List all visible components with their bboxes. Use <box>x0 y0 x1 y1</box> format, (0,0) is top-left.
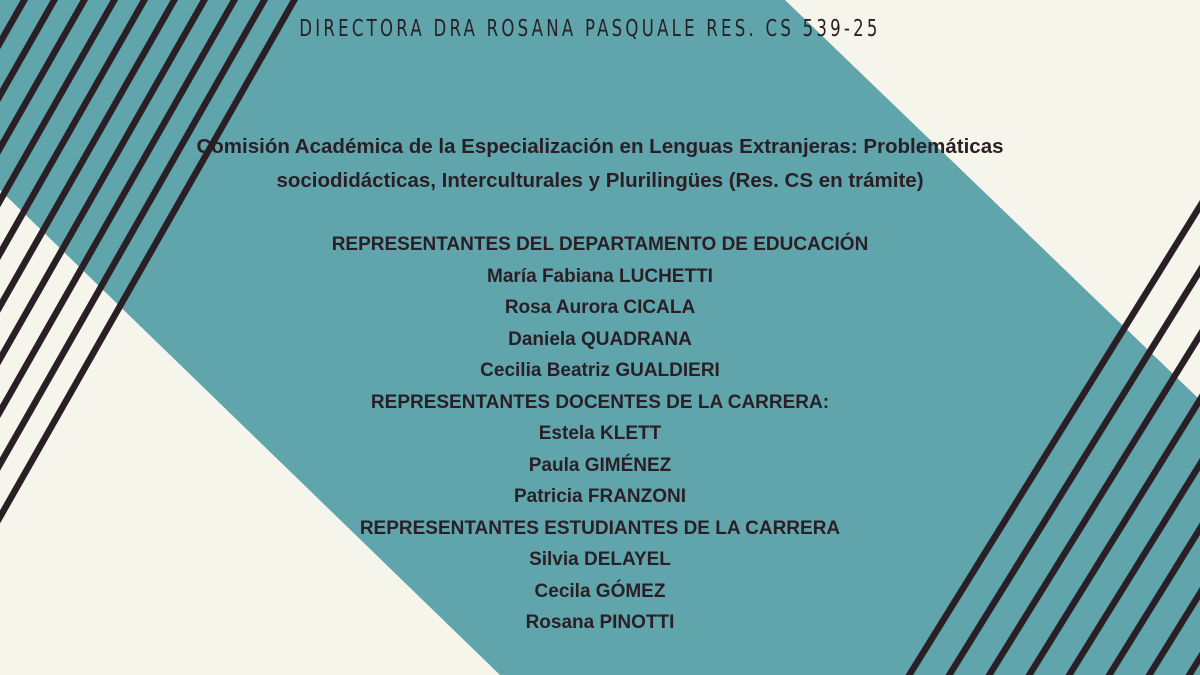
member-name: Paula GIMÉNEZ <box>528 454 672 476</box>
member-name: Patricia FRANZONI <box>513 486 687 507</box>
member-name: Cecilia Beatriz GUALDIERI <box>480 360 720 381</box>
member-name: Estela KLETT <box>538 423 662 444</box>
member-name: Cecila GÓMEZ <box>534 580 666 602</box>
section-heading-students: REPRESENTANTES ESTUDIANTES DE LA CARRERA <box>359 517 841 539</box>
commission-title-line-1: Comisión Académica de la Especialización en Lenguas Extranjeras: Problemáticas <box>196 135 1004 158</box>
commission-title <box>50 130 1150 198</box>
member-name: María Fabiana LUCHETTI <box>487 265 713 287</box>
director-header: DIRECTORA DRA ROSANA PASQUALE RES. CS 539-25 <box>299 16 881 42</box>
member-name: Rosana PINOTTI <box>525 612 675 633</box>
commission-title-line-2: sociodidácticas, Interculturales y Plurilingües (Res. CS en trámite) <box>276 169 924 192</box>
section-heading-education: REPRESENTANTES DEL DEPARTAMENTO DE EDUCACIÓN <box>331 234 869 255</box>
member-name: Daniela QUADRANA <box>508 328 692 350</box>
member-name: Silvia DELAYEL <box>529 549 671 570</box>
members-list <box>0 229 1200 639</box>
section-heading-teachers: REPRESENTANTES DOCENTES DE LA CARRERA: <box>370 391 830 413</box>
member-name: Rosa Aurora CICALA <box>504 297 696 318</box>
